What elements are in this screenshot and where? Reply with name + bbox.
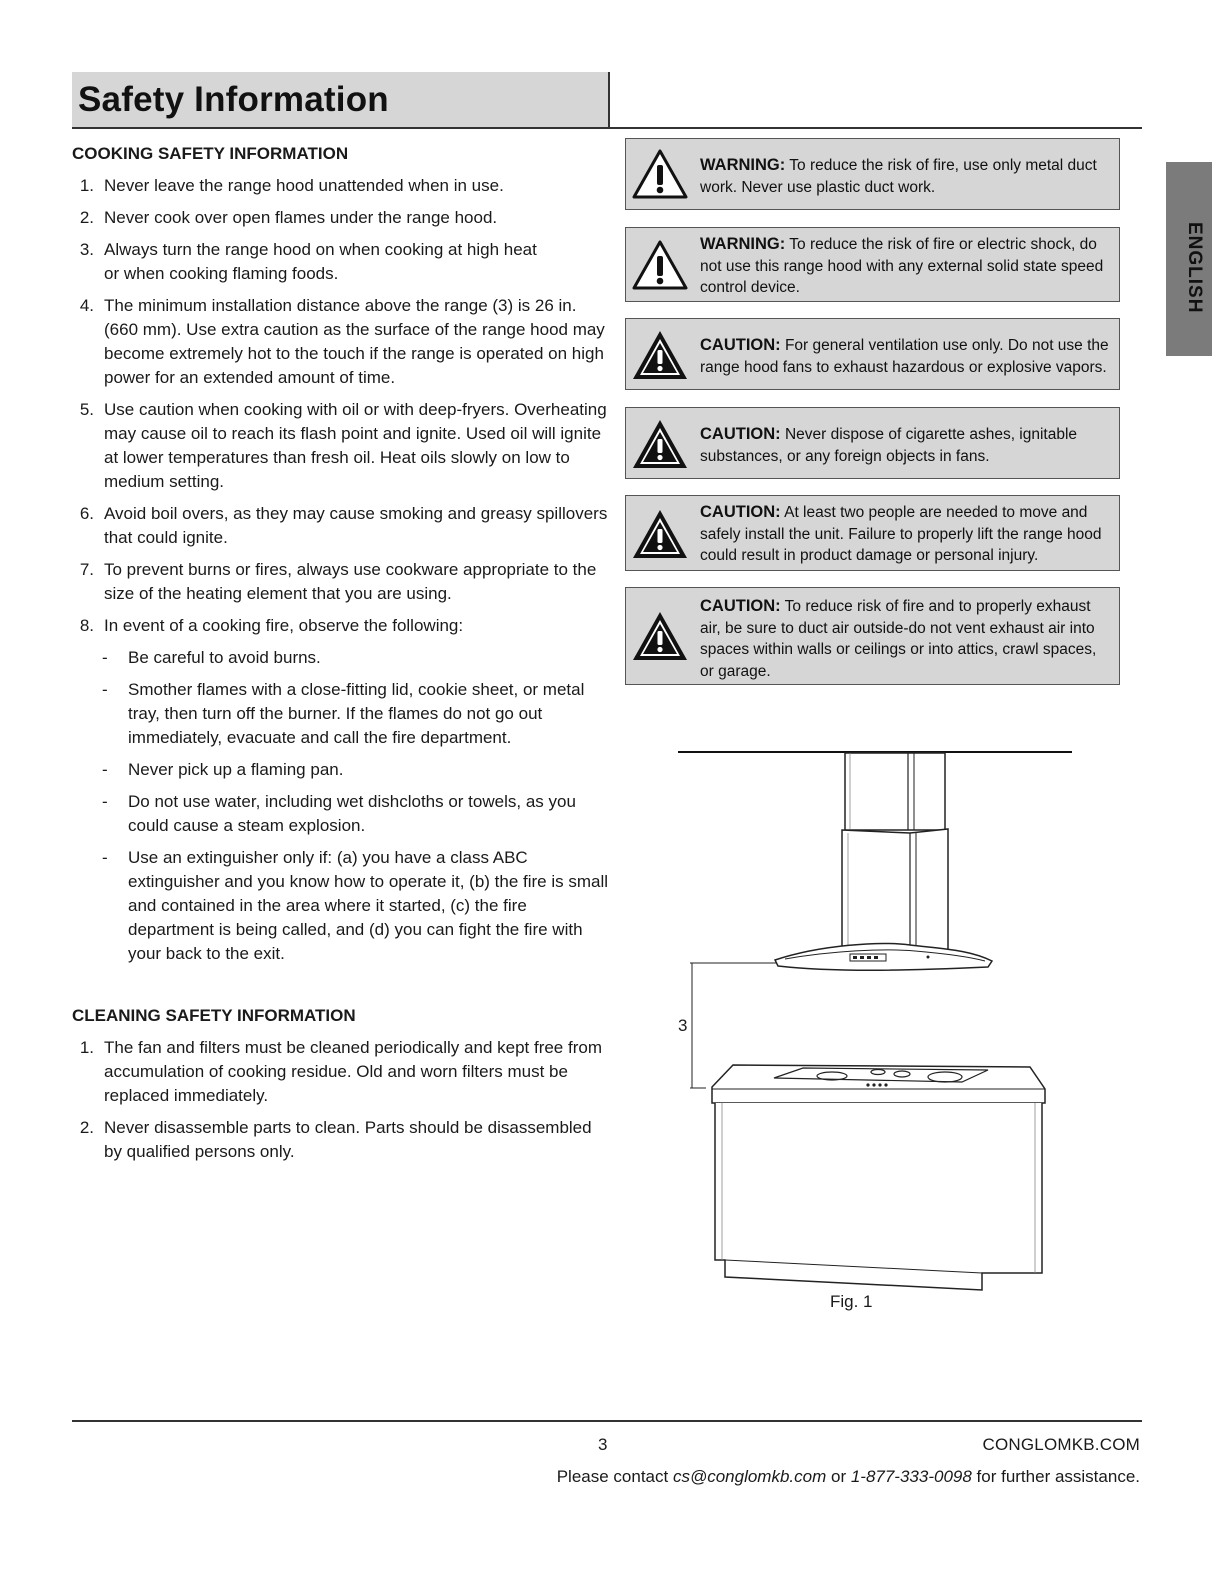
range-hood-installation-figure [670, 745, 1090, 1305]
sub-item-text: Use an extinguisher only if: (a) you have a class ABC extinguisher and you know how to operate it, (b) the fire is small and contained in the area where it started, (c) the fire department is being called, and (d) you can fight the fire with your back to the exit. [128, 848, 609, 963]
footer-divider [72, 1420, 1142, 1422]
callout-text: To reduce the risk of fire, use only metal duct work. Never use plastic duct work. [700, 157, 1097, 196]
dash-marker: - [102, 648, 108, 667]
contact-suffix: for further assistance. [971, 1467, 1140, 1486]
list-item [72, 294, 612, 390]
contact-line [557, 1467, 1140, 1487]
item-text: Never cook over open flames under the range hood. [104, 208, 498, 227]
language-tab-label: ENGLISH [1184, 222, 1205, 314]
sub-item-text: Smother flames with a close-fitting lid, cookie sheet, or metal tray, then turn off the burner. If the flames do not go out immediately, evacuate and call the fire department. [128, 680, 585, 747]
lower-chimney [842, 829, 948, 950]
callout-message [700, 502, 1109, 567]
callout-label: CAUTION: [700, 425, 781, 443]
dash-marker: - [102, 792, 108, 811]
dimension-label: 3 [678, 1016, 688, 1035]
caution-triangle-icon [632, 418, 688, 470]
list-item [72, 1116, 612, 1164]
warning-exclamation-icon [632, 148, 688, 200]
item-number: 1. [79, 1038, 94, 1057]
item-text: The minimum installation distance above the range (3) is 26 in. (660 mm). Use extra caution as the surface of the range hood may become extremely hot to the touch if the range is operated on high power for an extended amount of time. [104, 296, 605, 387]
item-number: 5. [79, 400, 94, 419]
sub-item-text: Do not use water, including wet dishcloths or towels, as you could cause a steam explosion. [128, 792, 576, 835]
callout-text: To reduce risk of fire and to properly exhaust air, be sure to duct air outside-do not vent exhaust air into spaces within walls or ceilings or into attics, crawl spaces, or garage. [700, 598, 1097, 680]
callout-message [700, 424, 1109, 467]
callout-label: WARNING: [700, 235, 786, 253]
list-item [72, 238, 612, 286]
left-column [72, 142, 612, 1172]
item-number: 8. [79, 616, 94, 635]
callout-message [700, 335, 1109, 378]
list-item [72, 558, 612, 606]
sub-list-item [72, 846, 612, 966]
item-text: Never disassemble parts to clean. Parts should be disassembled by qualified persons only. [104, 1118, 592, 1161]
title-underline [72, 127, 1142, 129]
callout-message [700, 596, 1109, 682]
sub-list-item [72, 758, 612, 782]
caution-box-duct-outside [625, 587, 1120, 685]
callout-label: CAUTION: [700, 336, 781, 354]
caution-box-foreign-objects [625, 407, 1120, 479]
callout-message [700, 155, 1109, 198]
sub-list-item [72, 678, 612, 750]
item-text: Always turn the range hood on when cooking at high heat or when cooking flaming foods. [104, 240, 537, 283]
list-item [72, 614, 612, 638]
contact-prefix: Please contact [556, 1467, 673, 1486]
cooking-fire-sublist [72, 646, 612, 966]
item-number: 6. [79, 504, 94, 523]
item-number: 3. [79, 240, 94, 259]
list-item [72, 174, 612, 198]
item-text: Avoid boil overs, as they may cause smoking and greasy spillovers that could ignite. [104, 504, 608, 547]
callout-text: To reduce the risk of fire or electric shock, do not use this range hood with any external solid state speed control device. [700, 236, 1104, 296]
caution-triangle-icon [632, 329, 688, 381]
item-number: 2. [79, 1118, 94, 1137]
callout-text: At least two people are needed to move and safely install the unit. Failure to properly lift the range hood could result in product damage or personal injury. [700, 504, 1102, 564]
callout-text: For general ventilation use only. Do not use the range hood fans to exhaust hazardous or explosive vapors. [700, 337, 1109, 376]
callout-text: Never dispose of cigarette ashes, ignitable substances, or any foreign objects in fans. [700, 426, 1078, 465]
warning-exclamation-icon [632, 239, 688, 291]
list-item [72, 206, 612, 230]
list-item [72, 502, 612, 550]
cleaning-list [72, 1036, 612, 1164]
list-item [72, 1036, 612, 1108]
sub-item-text: Never pick up a flaming pan. [128, 760, 344, 779]
item-text: Never leave the range hood unattended when in use. [104, 176, 504, 195]
item-number: 1. [79, 176, 94, 195]
phone-link[interactable]: 1-877-333-0098 [850, 1467, 972, 1486]
caution-box-ventilation [625, 318, 1120, 390]
language-tab-label-wrap [1175, 222, 1205, 314]
warning-box-metal-duct [625, 138, 1120, 210]
email-link[interactable]: cs@conglomkb.com [672, 1467, 827, 1486]
dash-marker: - [102, 760, 108, 779]
sub-item-text: Be careful to avoid burns. [128, 648, 321, 667]
caution-box-two-people [625, 495, 1120, 571]
item-text: To prevent burns or fires, always use cookware appropriate to the size of the heating element that you are using. [104, 560, 597, 603]
section-gap [72, 974, 612, 1004]
item-text: In event of a cooking fire, observe the following: [104, 616, 464, 635]
upper-chimney [845, 753, 945, 830]
cleaning-heading: CLEANING SAFETY INFORMATION [72, 1006, 356, 1025]
caution-triangle-icon [632, 610, 688, 662]
item-number: 2. [79, 208, 94, 227]
list-item [72, 398, 612, 494]
sub-list-item [72, 646, 612, 670]
item-text: Use caution when cooking with oil or with deep-fryers. Overheating may cause oil to reach its flash point and ignite. Used oil will ignite at lower temperatures than fresh oil. Heat oils slowly on low to medium setting. [104, 400, 607, 491]
callout-label: CAUTION: [700, 597, 781, 615]
item-number: 7. [79, 560, 94, 579]
website-link[interactable]: CONGLOMKB.COM [982, 1435, 1140, 1454]
title-divider [608, 72, 610, 128]
caution-triangle-icon [632, 508, 688, 560]
cooking-list [72, 174, 612, 638]
sub-list-item [72, 790, 612, 838]
contact-or: or [826, 1467, 851, 1486]
page-number: 3 [598, 1435, 608, 1454]
callout-label: WARNING: [700, 156, 786, 174]
page-title: Safety Information [78, 80, 389, 119]
callout-label: CAUTION: [700, 503, 781, 521]
dash-marker: - [102, 680, 108, 699]
warning-box-speed-control [625, 227, 1120, 302]
dash-marker: - [102, 848, 108, 867]
callout-message [700, 234, 1109, 299]
figure-caption: Fig. 1 [830, 1292, 873, 1311]
item-number: 4. [79, 296, 94, 315]
item-text: The fan and filters must be cleaned periodically and kept free from accumulation of cooking residue. Old and worn filters must be replaced immediately. [104, 1038, 602, 1105]
cooking-heading: COOKING SAFETY INFORMATION [72, 144, 349, 163]
